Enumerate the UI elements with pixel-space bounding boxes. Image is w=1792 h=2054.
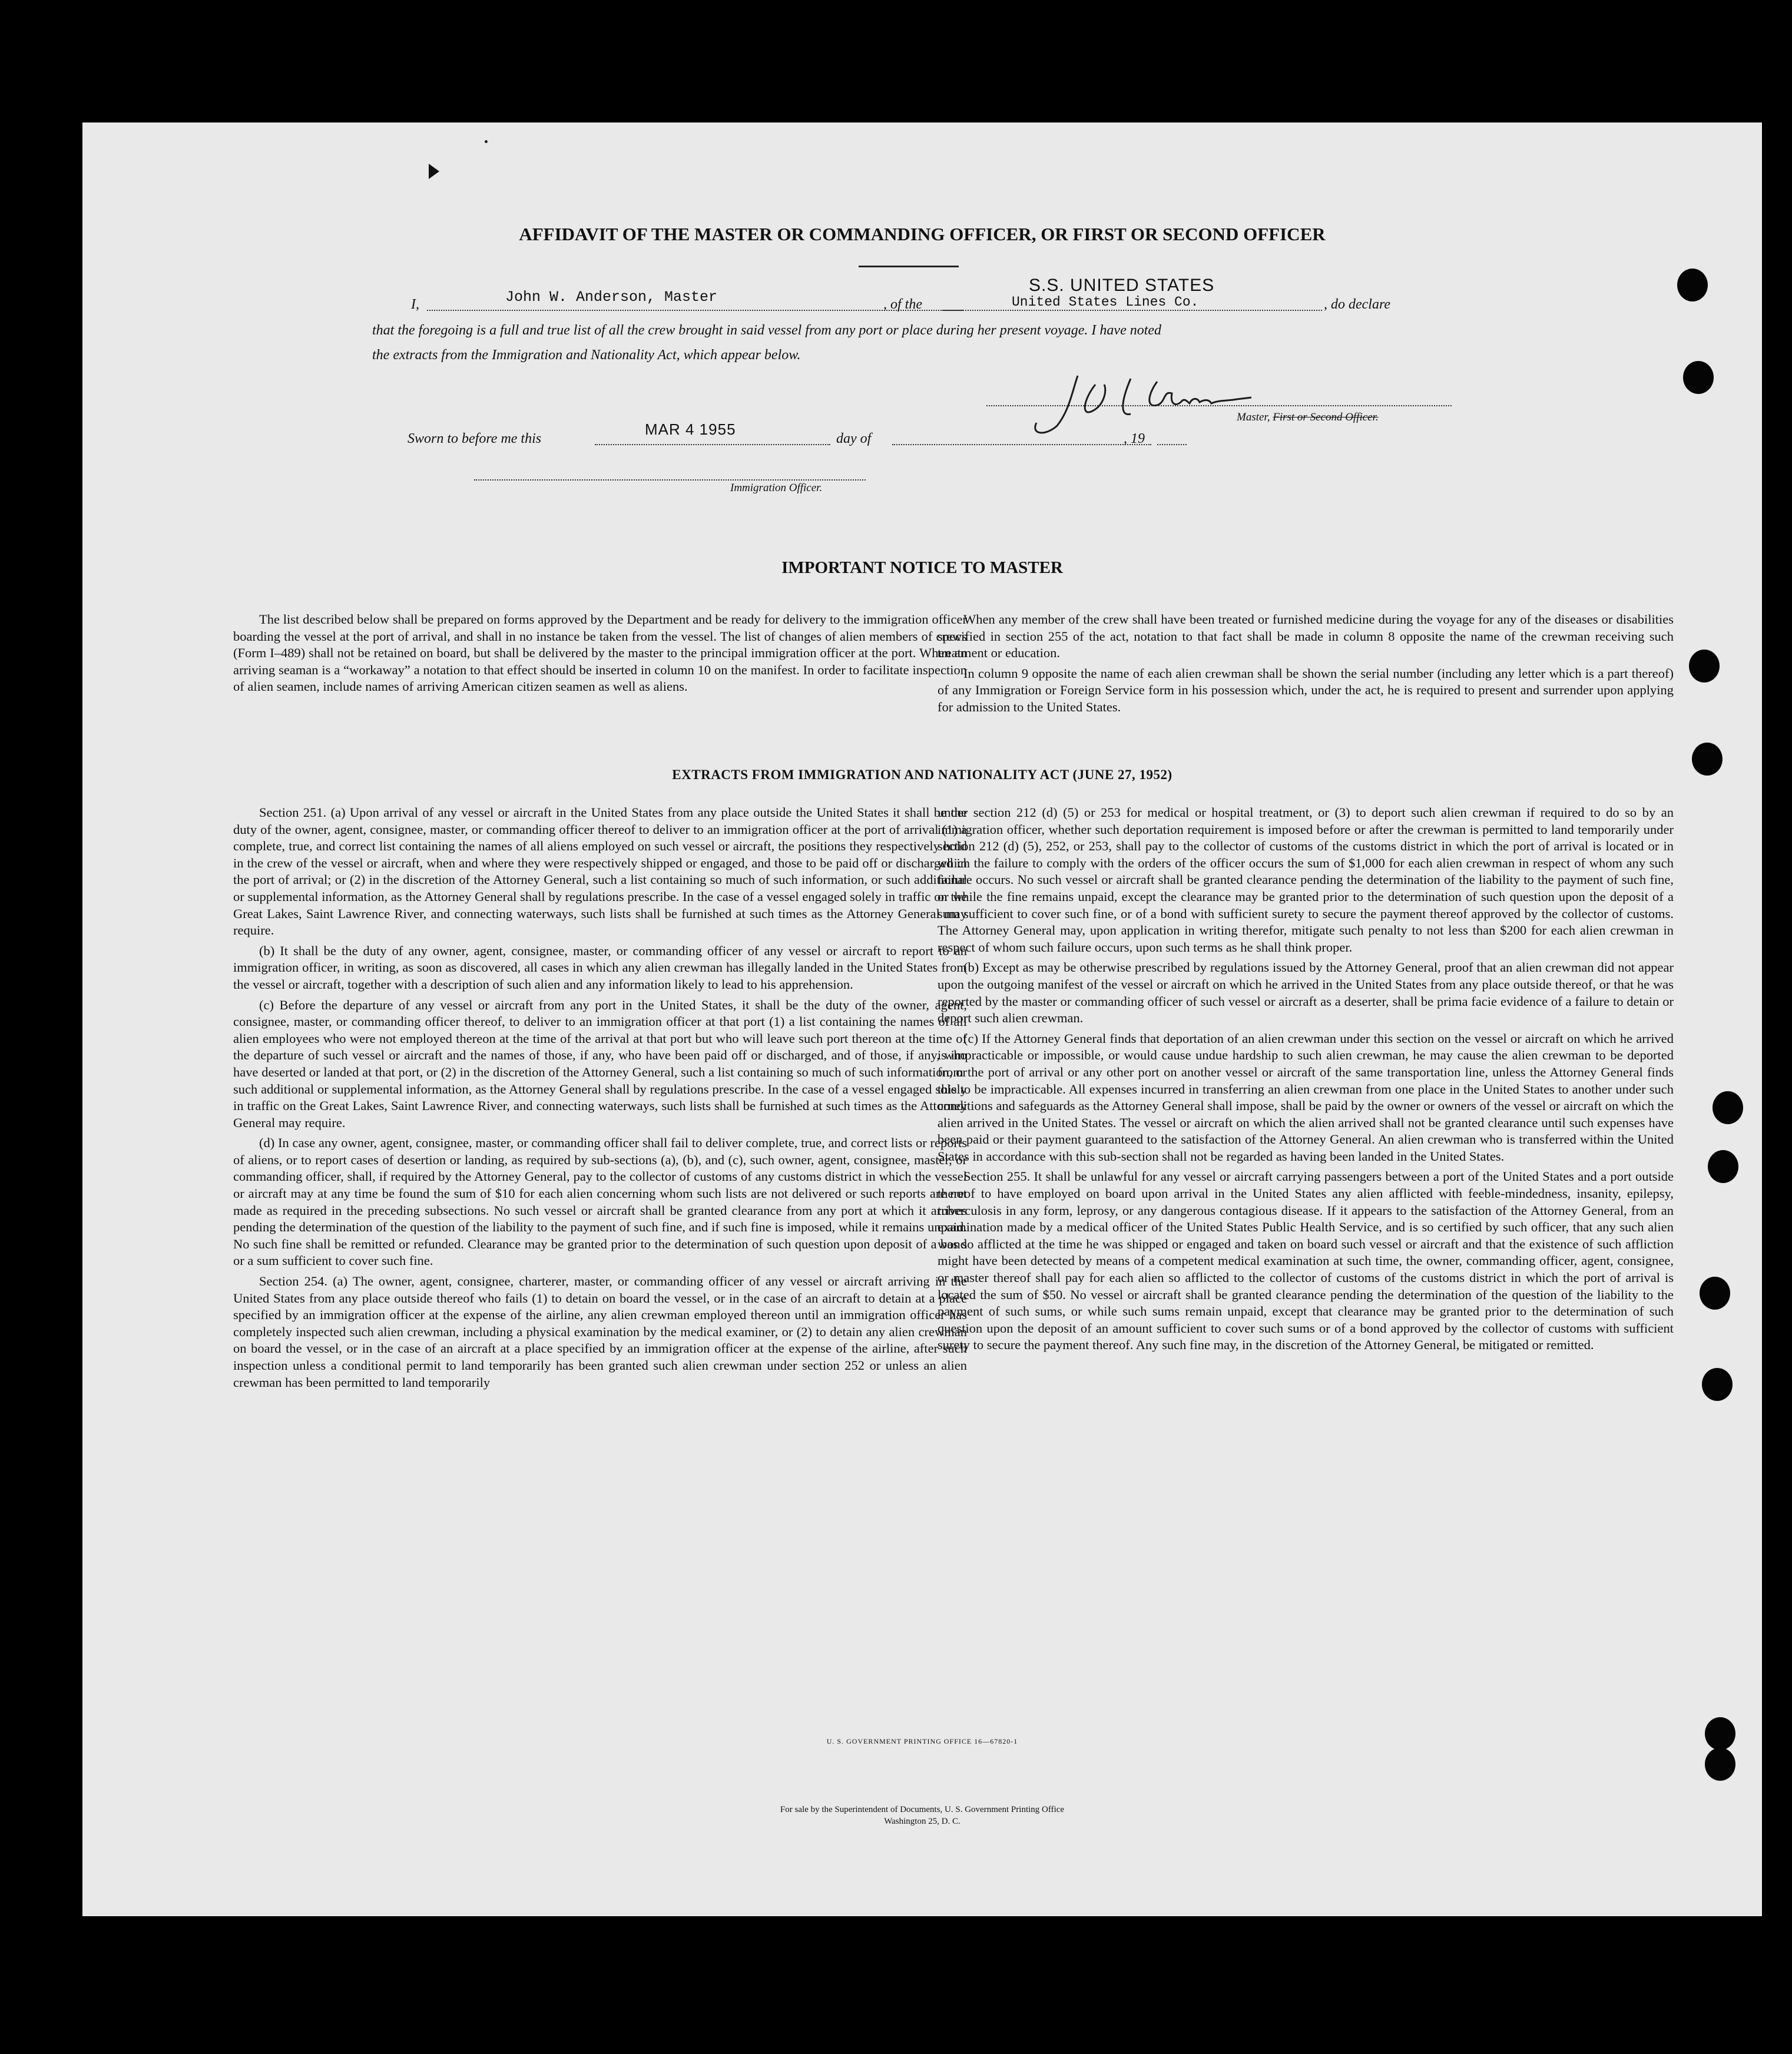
- punch-hole: [1708, 1150, 1738, 1183]
- master-name: John W. Anderson, Master: [505, 289, 718, 306]
- day-of-label: day of: [836, 431, 872, 446]
- punch-hole: [1683, 361, 1714, 394]
- of-the-label: , of the: [883, 297, 922, 312]
- printing-office: U. S. GOVERNMENT PRINTING OFFICE 16—67820-1: [826, 1737, 1018, 1745]
- extract-paragraph: (c) If the Attorney General finds that deportation of an alien crewman under this section on the vessel or aircraft on which he arrived is impracticable or impossible, or would cause undue hardship to such alien crewman, he may cause the alien crewman to be deported from the port of arrival or any other port on another vessel or aircraft of the same transportation line, unless the Attorney General finds this to be impracticable. All expenses incurred in transferring an alien crewman from one place in the United States to another under such conditions and safeguards as the Attorney General shall impose, shall be paid by the owner or owners of the vessel or aircraft on which the alien arrived in the United States. The vessel or aircraft on which the alien arrived shall not be granted clearance until such expenses have been paid or their payment guaranteed to the satisfaction of the Attorney General. An alien crewman who is transferred within the United States in accordance with this sub-section shall not be regarded as having been landed in the United States.: [938, 1031, 1674, 1164]
- affidavit-title: AFFIDAVIT OF THE MASTER OR COMMANDING OFFICER, OR FIRST OR SECOND OFFICER: [519, 224, 1326, 244]
- extract-paragraph: (c) Before the departure of any vessel or aircraft from any port in the United States, it shall be the duty of the owner, agent, consignee, master, or commanding officer thereof, to deliver to an immigration officer at that port (1) a list containing the names of all alien employees who were not employed thereon at the time of the arrival at that port but who will leave such port thereon at the time of the departure of such vessel or aircraft and the names of those, if any, who have been paid off or discharged, and of those, if any, who have deserted or landed at that port, or (2) in the discretion of the Attorney General, such a list containing so much of such information, or such additional or supplemental information, as the Attorney General shall by regulations prescribe. In the case of a vessel engaged solely in traffic on the Great Lakes, Saint Lawrence River, and connecting waterways, such lists shall be furnished at such times as the Attorney General may require.: [233, 997, 967, 1130]
- i-label: I,: [411, 297, 419, 312]
- corner-mark: [429, 164, 439, 179]
- punch-hole: [1692, 743, 1723, 776]
- sworn-date: MAR 4 1955: [645, 420, 736, 438]
- punch-hole: [1700, 1277, 1730, 1310]
- extract-paragraph: (d) In case any owner, agent, consignee, master, or commanding officer shall fail to deliver complete, true, and correct lists or reports of aliens, or to report cases of desertion or landing, as required by sub-sections (a), (b), and (c), such owner, agent, consignee, master, or commanding officer, shall, if required by the Attorney General, pay to the collector of customs of any customs district in which the vessel or aircraft may at any time be found the sum of $10 for each alien concerning whom such lists are not delivered or such reports are not made as required in the preceding subsections. No such vessel or aircraft shall be granted clearance from any port at which it arrives pending the determination of the question of the liability to the payment of such fine, and if such fine is imposed, while it remains unpaid. No such fine shall be remitted or refunded. Clearance may be granted prior to the determination of such question upon deposit of a bond or a sum sufficient to cover such fine.: [233, 1135, 967, 1268]
- notice-left: [233, 611, 967, 699]
- date-line: [595, 444, 830, 445]
- extract-paragraph: (b) It shall be the duty of any owner, agent, consignee, master, or commanding officer of any vessel or aircraft to report to an immigration officer, in writing, as soon as discovered, all cases in which any alien crewman has illegally landed in the United States from the vessel or aircraft, together with a description of such alien and any information likely to lead to his apprehension.: [233, 943, 967, 992]
- vessel-stamp: S.S. UNITED STATES: [1029, 276, 1215, 295]
- vessel-company: United States Lines Co.: [1012, 294, 1199, 310]
- year-label: , 19: [1124, 431, 1145, 446]
- statement-line-2: the extracts from the Immigration and Nationality Act, which appear below.: [372, 347, 801, 363]
- caption-struck: First or Second Officer.: [1273, 411, 1379, 423]
- signer-caption: [1237, 411, 1379, 424]
- name-line: [427, 310, 963, 311]
- vessel-line: [942, 310, 1322, 311]
- extracts-title: EXTRACTS FROM IMMIGRATION AND NATIONALITY ACT (JUNE 27, 1952): [672, 767, 1172, 782]
- punch-hole: [1705, 1748, 1735, 1781]
- extract-paragraph: Section 251. (a) Upon arrival of any vessel or aircraft in the United States from any place outside the United States it shall be the duty of the owner, agent, consignee, master, or commanding officer thereof to deliver to an immigration officer at the port of arrival (1) a complete, true, and correct list containing the names of all aliens employed on such vessel or aircraft, the positions they respectively hold in the crew of the vessel or aircraft, when and where they were respectively shipped or engaged, and those to be paid off or discharged in the port of arrival; or (2) in the discretion of the Attorney General, such a list containing so much of such information, or such additional or supplemental information, as the Attorney General shall by regulations prescribe. In the case of a vessel engaged solely in traffic on the Great Lakes, Saint Lawrence River, and connecting waterways, such lists shall be furnished at such times as the Attorney General may require.: [233, 805, 967, 938]
- extracts-right-column: [938, 804, 1674, 1357]
- year-line: [1157, 444, 1187, 445]
- extract-paragraph: (b) Except as may be otherwise prescribed by regulations issued by the Attorney General, proof that an alien crewman did not appear upon the outgoing manifest of the vessel or aircraft on which he arrived in the United States from any place outside thereof, or that he was reported by the master or commanding officer of such vessel or aircraft as a deserter, shall be prima facie evidence of a failure to detain or deport such alien crewman.: [938, 960, 1674, 1026]
- punch-hole: [1705, 1717, 1735, 1750]
- document-page: [82, 122, 1762, 1916]
- sale-line-2: Washington 25, D. C.: [884, 1817, 960, 1826]
- signature-line: [986, 405, 1452, 406]
- notice-right: [938, 611, 1674, 720]
- sworn-label: Sworn to before me this: [408, 431, 542, 446]
- caption-master: Master,: [1237, 411, 1270, 423]
- notice-right-paragraph-1: When any member of the crew shall have been treated or furnished medicine during the voyage for any of the diseases or disabilities specified in section 255 of the act, notation to that fact shall be made in column 8 opposite the name of the crewman receiving such treatment or education.: [938, 612, 1674, 661]
- officer-caption: Immigration Officer.: [730, 482, 823, 494]
- extract-paragraph: Section 255. It shall be unlawful for any vessel or aircraft carrying passengers between a port of the United States and a port outside thereof to have employed on board upon arrival in the United States any alien afflicted with feeble-mindedness, insanity, epilepsy, tuberculosis in any form, leprosy, or any dangerous contagious disease. If it appears to the satisfaction of the Attorney General, from an examination made by a medical officer of the United States Public Health Service, and is so certified by such officer, that any such alien was so afflicted at the time he was shipped or engaged and taken on board such vessel or aircraft and that the existence of such affliction might have been detected by means of a competent medical examination at such time, the owner, commanding officer, agent, consignee, or master thereof shall pay for each alien so afflicted to the collector of customs of the customs district in which the port of arrival is located the sum of $50. No vessel or aircraft shall be granted clearance pending the determination of the question of the liability to the payment of such sums, or while such sums remain unpaid, except that clearance may be granted prior to the determination of such question upon the deposit of an amount sufficient to cover such sums or of a bond approved by the collector of customs with sufficient surety to secure the payment thereof. Any such fine may, in the discretion of the Attorney General, be mitigated or remitted.: [938, 1169, 1674, 1353]
- punch-hole: [1712, 1091, 1743, 1124]
- notice-right-paragraph-2: In column 9 opposite the name of each alien crewman shall be shown the serial number (including any letter which is a part thereof) of any Immigration or Foreign Service form in his possession which, under the act, he is required to present and surrender upon applying for admission to the United States.: [938, 665, 1674, 714]
- extracts-left-column: [233, 804, 967, 1394]
- punch-hole: [1702, 1368, 1733, 1401]
- sale-line-1: For sale by the Superintendent of Documents, U. S. Government Printing Office: [780, 1805, 1065, 1814]
- notice-title: IMPORTANT NOTICE TO MASTER: [781, 558, 1063, 577]
- speck: [485, 140, 488, 143]
- punch-hole: [1677, 269, 1708, 302]
- extract-paragraph: Section 254. (a) The owner, agent, consignee, charterer, master, or commanding officer of any vessel or aircraft arriving in the United States from any place outside thereof who fails (1) to detain on board the vessel, or in the case of an aircraft to detain at a place specified by an immigration officer at the expense of the airline, any alien crewman employed thereon until an immigration officer has completely inspected such alien crewman, including a physical examination by the medical examiner, or (2) to detain any alien crewman on board the vessel, or in the case of an aircraft at a place specified by an immigration officer at the expense of the airline, after such inspection unless a conditional permit to land temporarily has been granted such alien crewman under section 252 or unless an alien crewman has been permitted to land temporarily: [233, 1274, 967, 1390]
- declare-label: , do declare: [1324, 297, 1391, 312]
- title-rule: [859, 266, 959, 267]
- officer-line: [474, 479, 866, 481]
- notice-left-paragraph: The list described below shall be prepared on forms approved by the Department and be ready for delivery to the immigration officer boarding the vessel at the port of arrival, and shall in no instance be taken from the vessel. The list of changes of alien members of crews (Form I–489) shall not be retained on board, but shall be delivered by the master to the principal immigration officer at the port. When an arriving seaman is a “workaway” a notation to that effect should be inserted in column 10 on the manifest. In order to facilitate inspection of alien seamen, include names of arriving American citizen seamen as well as aliens.: [233, 612, 967, 694]
- month-line: [892, 444, 1151, 445]
- extract-paragraph: under section 212 (d) (5) or 253 for medical or hospital treatment, or (3) to deport such alien crewman if required to do so by an immigration officer, whether such deportation requirement is imposed before or after the crewman is permitted to land temporarily under section 212 (d) (5), 252, or 253, shall pay to the collector of customs of the customs district in which the port of arrival is located or in which the failure to comply with the orders of the officer occurs the sum of $1,000 for each alien crewman in respect of whom any such failure occurs. No such vessel or aircraft shall be granted clearance pending the determination of the liability to the payment of such fine, or while the fine remains unpaid, except the clearance may be granted prior to the determination of such question upon the deposit of a sum sufficient to cover such fine, or of a bond with sufficient surety to secure the payment thereof approved by the collector of customs. The Attorney General may, upon application in writing therefor, mitigate such penalty to not less than $200 for each alien crewman in respect of whom such failure occurs, upon such terms as he shall think proper.: [938, 805, 1674, 955]
- statement-line-1: that the foregoing is a full and true list of all the crew brought in said vessel from any port or place during her present voyage. I have noted: [372, 323, 1162, 338]
- punch-hole: [1689, 650, 1720, 683]
